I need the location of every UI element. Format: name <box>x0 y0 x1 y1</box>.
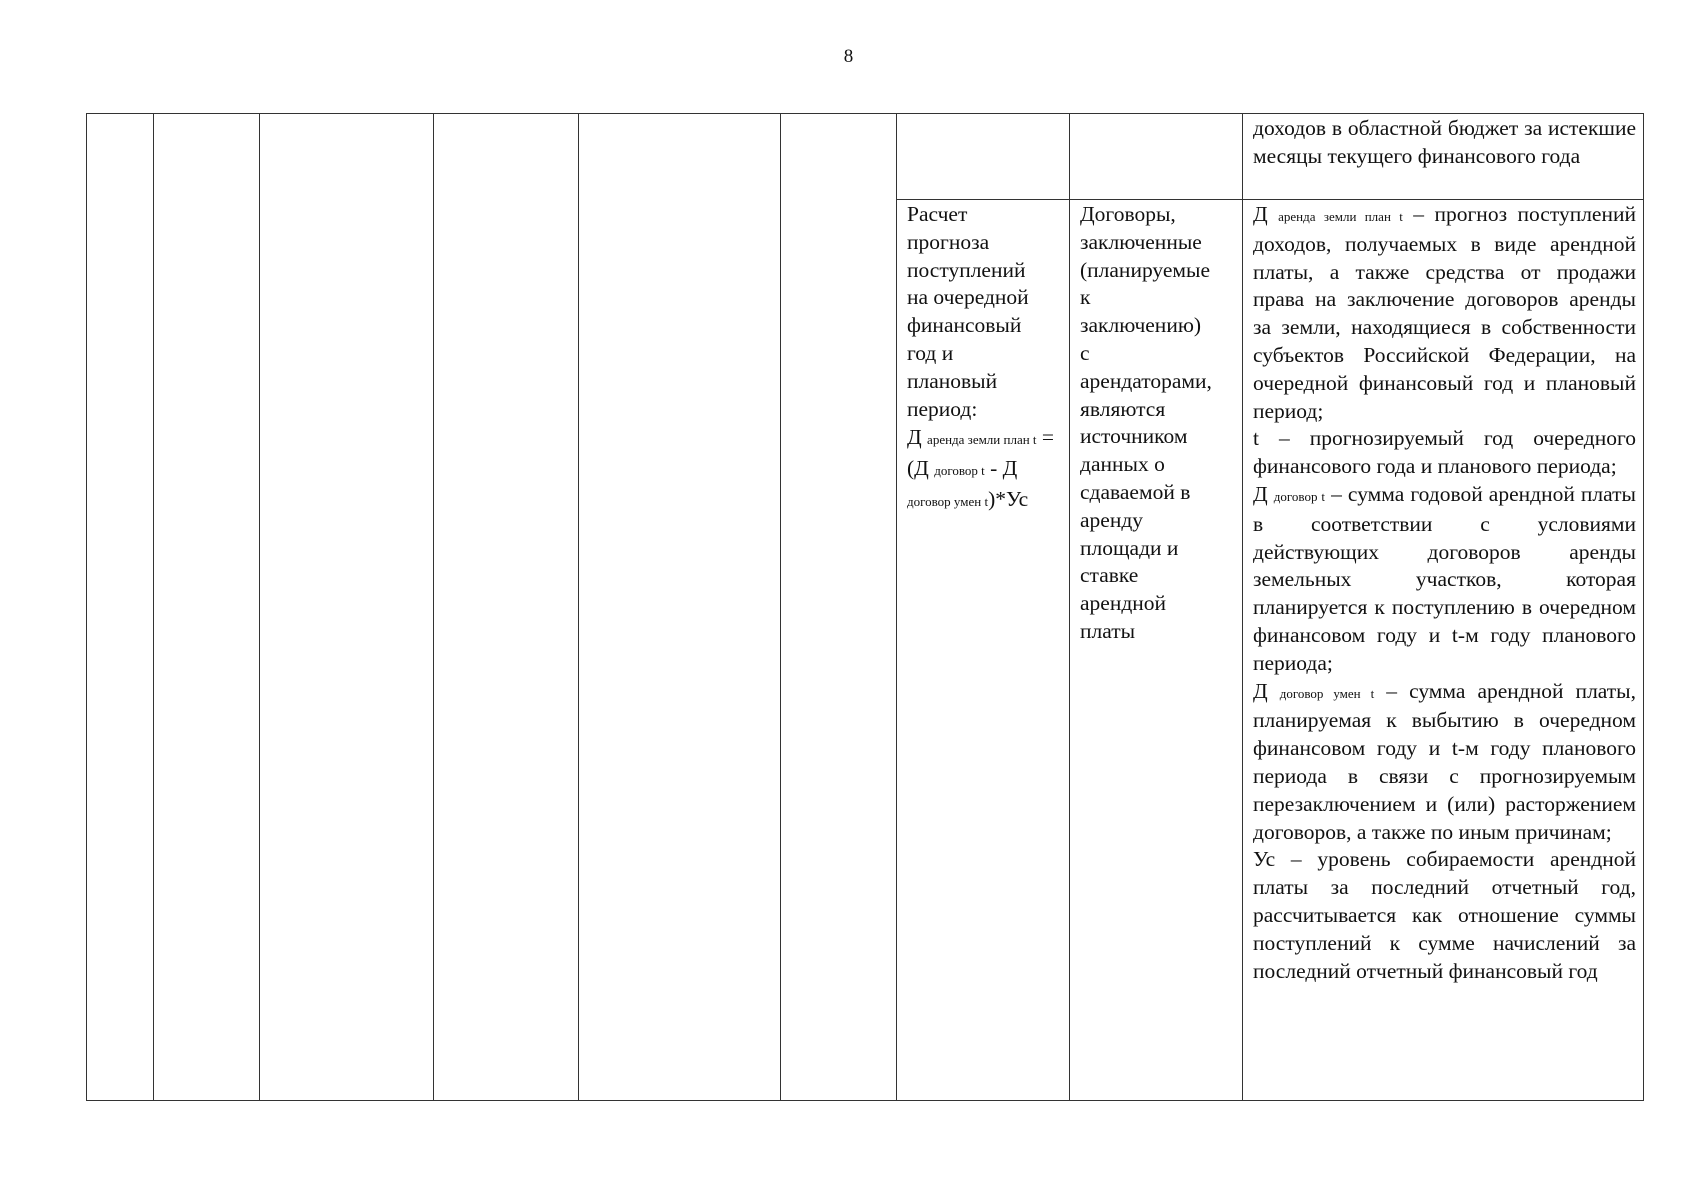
method-line: финансовый <box>907 313 1022 338</box>
table-row-continued <box>87 114 1644 200</box>
table-cell-col8-top <box>1070 114 1243 200</box>
source-line: источником <box>1080 424 1188 449</box>
data-source-cell <box>1070 200 1243 1101</box>
method-line: на очередной <box>907 285 1029 310</box>
table-cell-col5 <box>579 114 781 1101</box>
source-line: заключенные <box>1080 229 1202 254</box>
definition-paragraph: Д аренда земли план t – прогноз поступлений доходов, получаемых в виде арендной платы, а также средства от продажи права на заключение договоров аренды за земли, находящиеся в собственности субъектов Российской Федерации, на очередной финансовый год и плановый период; <box>1253 202 1636 423</box>
method-line: прогноза <box>907 229 990 254</box>
source-line: арендной <box>1080 591 1167 616</box>
budget-methodology-table <box>86 113 1644 1101</box>
page-number: 8 <box>843 46 854 67</box>
definition-paragraph: Д договор t – сумма годовой арендной платы в соответствии с условиями действующих договоров аренды земельных участков, которая планируется к поступлению в очередном финансовом году и t-м году планового периода; <box>1253 481 1636 675</box>
rent-forecast-formula: Д аренда земли план t = (Д договор t - Д договор умен t)*Ус <box>907 425 1055 512</box>
table-cell-col9-top: доходов в областной бюджет за истекшие месяцы текущего финансового года <box>1243 114 1644 200</box>
table-cell-col2 <box>154 114 260 1101</box>
source-line: данных о <box>1080 452 1165 477</box>
table-cell-col7-top <box>897 114 1070 200</box>
source-line: платы <box>1080 618 1136 643</box>
source-line: заключению) <box>1080 313 1202 338</box>
definition-paragraph: Ус – уровень собираемости арендной платы за последний отчетный год, рассчитывается как отношение суммы поступлений к сумме начислений за последний отчетный финансовый год <box>1253 847 1636 983</box>
method-line: плановый <box>907 368 998 393</box>
table-cell-col4 <box>434 114 579 1101</box>
source-line: сдаваемой в <box>1080 479 1191 504</box>
calculation-method-cell <box>897 200 1070 1101</box>
definition-paragraph: Д договор умен t – сумма арендной платы, планируемая к выбытию в очередном финансовом году и t-м году планового периода в связи с прогнозируемым перезаключением и (или) расторжением договоров, а также по иным причинам; <box>1253 678 1636 844</box>
table-cell-col1 <box>87 114 154 1101</box>
source-line: площади и <box>1080 535 1179 560</box>
definitions-cell <box>1243 200 1644 1101</box>
source-line: Договоры, <box>1080 202 1176 226</box>
source-line: аренду <box>1080 507 1144 532</box>
table-cell-col3 <box>260 114 434 1101</box>
table-cell-col6 <box>781 114 897 1101</box>
source-line: ставке <box>1080 563 1139 588</box>
method-line: Расчет <box>907 202 968 226</box>
source-line: (планируемые <box>1080 257 1211 282</box>
method-line: период: <box>907 396 978 421</box>
source-line: являются <box>1080 396 1166 421</box>
method-line: поступлений <box>907 257 1026 282</box>
source-line: арендаторами, <box>1080 368 1212 393</box>
definition-paragraph: t – прогнозируемый год очередного финансового года и планового периода; <box>1253 426 1636 479</box>
source-line: с <box>1080 340 1090 365</box>
source-line: к <box>1080 285 1091 310</box>
method-line: год и <box>907 340 954 365</box>
